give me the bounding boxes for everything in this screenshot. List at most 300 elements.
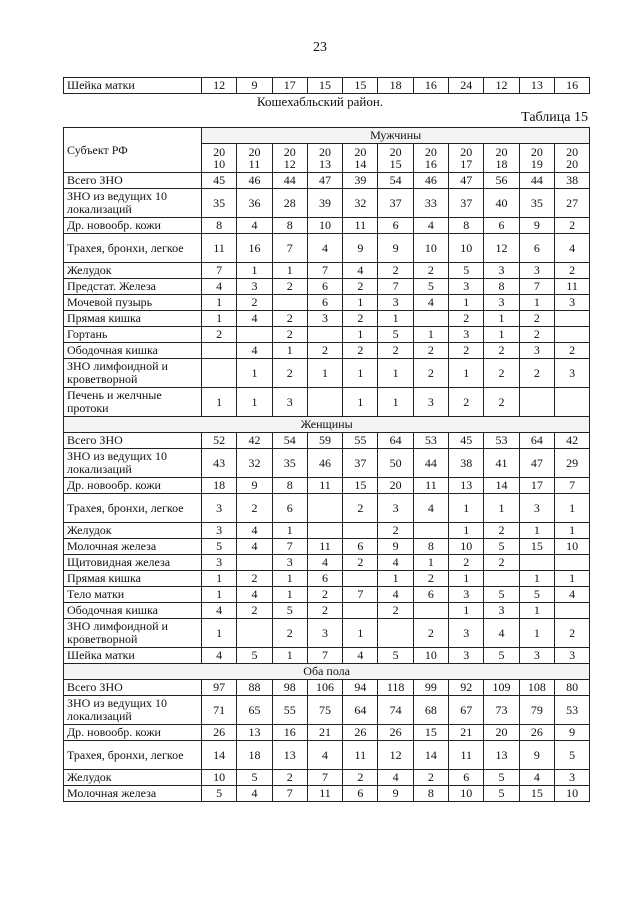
cell-value: 65 [237, 696, 272, 725]
cell-value: 1 [378, 571, 413, 587]
cell-value [343, 571, 378, 587]
cell-value: 2 [449, 555, 484, 571]
cell-value [237, 619, 272, 648]
cell-value: 14 [202, 741, 237, 770]
cell-value: 1 [554, 494, 589, 523]
cell-value: 10 [449, 234, 484, 263]
table-row [64, 173, 590, 189]
row-name: Трахея, бронхи, легкое [64, 494, 202, 523]
cell-value [519, 388, 554, 417]
cell-value: 3 [484, 603, 519, 619]
cell-value: 5 [237, 648, 272, 664]
cell-value: 38 [554, 173, 589, 189]
cell-value: 64 [519, 433, 554, 449]
year-header [237, 144, 272, 173]
cell-value: 4 [307, 234, 342, 263]
cell-value: 2 [519, 327, 554, 343]
cell-value: 21 [307, 725, 342, 741]
year-header [272, 144, 307, 173]
cell-value: 7 [272, 234, 307, 263]
row-name: Молочная железа [64, 786, 202, 802]
cell-value: 88 [237, 680, 272, 696]
cell-value: 1 [449, 571, 484, 587]
cell-value: 54 [378, 173, 413, 189]
year-bottom: 11 [248, 157, 261, 171]
cell-value: 11 [202, 234, 237, 263]
table-row [64, 478, 590, 494]
cell-value: 8 [484, 279, 519, 295]
cell-value: 47 [307, 173, 342, 189]
cell-value: 2 [343, 343, 378, 359]
row-name: Тело матки [64, 587, 202, 603]
cell-value: 10 [449, 539, 484, 555]
cell-value: 9 [378, 786, 413, 802]
cell-value: 1 [449, 494, 484, 523]
cell-value: 40 [484, 189, 519, 218]
cell-value: 8 [413, 786, 448, 802]
cell-value: 1 [272, 523, 307, 539]
cell-value: 3 [484, 263, 519, 279]
cell-value: 8 [449, 218, 484, 234]
cell-value: 2 [484, 343, 519, 359]
row-name: Желудок [64, 263, 202, 279]
cell-value: 9 [237, 78, 272, 94]
cell-value [272, 295, 307, 311]
cell-value: 4 [378, 587, 413, 603]
cell-value: 2 [449, 388, 484, 417]
cell-value: 5 [484, 587, 519, 603]
cell-value: 4 [202, 603, 237, 619]
table-row [64, 327, 590, 343]
cell-value: 46 [307, 449, 342, 478]
table-row [64, 263, 590, 279]
row-name: Всего ЗНО [64, 433, 202, 449]
cell-value: 3 [307, 311, 342, 327]
cell-value: 15 [519, 539, 554, 555]
cell-value: 27 [554, 189, 589, 218]
table-row [64, 311, 590, 327]
cell-value: 1 [554, 571, 589, 587]
cell-value: 44 [519, 173, 554, 189]
cell-value: 118 [378, 680, 413, 696]
cell-value: 10 [449, 786, 484, 802]
cell-value: 8 [202, 218, 237, 234]
cell-value: 26 [202, 725, 237, 741]
cell-value [554, 603, 589, 619]
cell-value: 15 [343, 78, 378, 94]
cell-value: 109 [484, 680, 519, 696]
cell-value: 1 [307, 359, 342, 388]
cell-value: 7 [343, 587, 378, 603]
cell-value: 2 [519, 359, 554, 388]
cell-value [413, 523, 448, 539]
cell-value: 9 [343, 234, 378, 263]
row-name: ЗНО лимфоидной и кроветворной [64, 619, 202, 648]
cell-value [413, 311, 448, 327]
cell-value: 39 [343, 173, 378, 189]
year-bottom: 17 [460, 157, 473, 171]
cell-value: 11 [413, 478, 448, 494]
row-name: Щитовидная железа [64, 555, 202, 571]
year-bottom: 16 [424, 157, 437, 171]
cell-value: 52 [202, 433, 237, 449]
cell-value: 4 [413, 218, 448, 234]
year-top: 20 [389, 145, 402, 159]
cell-value: 1 [519, 603, 554, 619]
cell-value: 4 [237, 539, 272, 555]
cell-value: 4 [378, 555, 413, 571]
row-name: Желудок [64, 523, 202, 539]
cell-value: 5 [237, 770, 272, 786]
cell-value: 15 [413, 725, 448, 741]
cell-value: 2 [272, 359, 307, 388]
cell-value: 1 [378, 359, 413, 388]
cell-value: 17 [519, 478, 554, 494]
cell-value: 1 [378, 311, 413, 327]
section-title: Оба пола [64, 664, 590, 680]
cell-value: 1 [449, 295, 484, 311]
cell-value: 10 [307, 218, 342, 234]
cell-value: 6 [378, 218, 413, 234]
cell-value: 18 [202, 478, 237, 494]
cell-value: 2 [378, 343, 413, 359]
year-header [202, 144, 237, 173]
table-row [64, 343, 590, 359]
cell-value: 9 [378, 234, 413, 263]
cell-value: 13 [272, 741, 307, 770]
cell-value: 7 [272, 539, 307, 555]
cell-value: 13 [237, 725, 272, 741]
year-header [554, 144, 589, 173]
cell-value: 6 [484, 218, 519, 234]
cell-value: 98 [272, 680, 307, 696]
table-row [64, 494, 590, 523]
cell-value: 2 [378, 603, 413, 619]
cell-value: 8 [272, 478, 307, 494]
cell-value: 2 [272, 311, 307, 327]
cell-value: 1 [202, 587, 237, 603]
cell-value: 10 [413, 648, 448, 664]
cell-value: 94 [343, 680, 378, 696]
cell-value: 97 [202, 680, 237, 696]
cell-value: 55 [272, 696, 307, 725]
table-row [64, 78, 590, 94]
year-bottom: 15 [389, 157, 402, 171]
cell-value: 32 [343, 189, 378, 218]
year-top: 20 [495, 145, 508, 159]
table-row [64, 218, 590, 234]
cell-value: 1 [484, 327, 519, 343]
cell-value: 2 [413, 263, 448, 279]
cell-value: 3 [378, 494, 413, 523]
cell-value: 7 [554, 478, 589, 494]
cell-value: 2 [413, 619, 448, 648]
cell-value: 75 [307, 696, 342, 725]
year-bottom: 13 [319, 157, 332, 171]
cell-value: 3 [202, 555, 237, 571]
cell-value: 20 [484, 725, 519, 741]
cell-value: 16 [554, 78, 589, 94]
table-row [64, 388, 590, 417]
continued-table-row [63, 77, 590, 94]
cell-value [202, 343, 237, 359]
cell-value: 47 [449, 173, 484, 189]
row-name: ЗНО из ведущих 10 локализаций [64, 449, 202, 478]
row-name: Печень и желчные протоки [64, 388, 202, 417]
cell-value: 6 [307, 295, 342, 311]
section-row [64, 417, 590, 433]
cell-value: 53 [554, 696, 589, 725]
section-row [64, 664, 590, 680]
cell-value: 2 [343, 494, 378, 523]
table-row [64, 539, 590, 555]
cell-value: 7 [378, 279, 413, 295]
table-row [64, 279, 590, 295]
cell-value [307, 327, 342, 343]
table-row [64, 680, 590, 696]
cell-value: 10 [554, 539, 589, 555]
cell-value [378, 619, 413, 648]
cell-value: 3 [449, 619, 484, 648]
cell-value: 13 [519, 78, 554, 94]
cell-value: 1 [237, 388, 272, 417]
row-name: Др. новообр. кожи [64, 218, 202, 234]
cell-value: 26 [519, 725, 554, 741]
cell-value: 64 [378, 433, 413, 449]
cell-value: 3 [449, 587, 484, 603]
cell-value: 16 [413, 78, 448, 94]
cell-value: 2 [272, 327, 307, 343]
cell-value: 3 [449, 279, 484, 295]
cell-value: 1 [272, 587, 307, 603]
table-row [64, 619, 590, 648]
cell-value [343, 603, 378, 619]
cell-value: 53 [484, 433, 519, 449]
cell-value: 2 [378, 263, 413, 279]
cell-value: 4 [237, 343, 272, 359]
cell-value [484, 571, 519, 587]
cell-value: 35 [202, 189, 237, 218]
cell-value: 5 [413, 279, 448, 295]
cell-value: 1 [202, 311, 237, 327]
cell-value: 3 [378, 295, 413, 311]
cell-value: 5 [484, 786, 519, 802]
cell-value: 2 [343, 770, 378, 786]
cell-value: 2 [237, 295, 272, 311]
table-row [64, 603, 590, 619]
cell-value [554, 388, 589, 417]
cell-value: 1 [449, 523, 484, 539]
table-row [64, 786, 590, 802]
cell-value: 7 [202, 263, 237, 279]
cell-value: 1 [202, 388, 237, 417]
cell-value: 1 [272, 343, 307, 359]
table-row [64, 571, 590, 587]
subject-header: Субъект РФ [64, 128, 202, 173]
cell-value: 12 [202, 78, 237, 94]
cell-value: 12 [484, 234, 519, 263]
year-bottom: 18 [495, 157, 508, 171]
cell-value: 2 [554, 343, 589, 359]
row-name: Прямая кишка [64, 571, 202, 587]
cell-value: 11 [554, 279, 589, 295]
table-row [64, 741, 590, 770]
cell-value: 1 [519, 523, 554, 539]
cell-value: 2 [343, 279, 378, 295]
cell-value: 28 [272, 189, 307, 218]
cell-value: 11 [307, 539, 342, 555]
cell-value: 1 [378, 388, 413, 417]
cell-value: 5 [484, 539, 519, 555]
row-name: Ободочная кишка [64, 343, 202, 359]
cell-value: 3 [202, 523, 237, 539]
cell-value: 1 [272, 263, 307, 279]
cell-value: 3 [484, 295, 519, 311]
cell-value: 10 [554, 786, 589, 802]
row-name: Всего ЗНО [64, 173, 202, 189]
cell-value: 5 [202, 539, 237, 555]
cell-value: 41 [484, 449, 519, 478]
cell-value: 46 [237, 173, 272, 189]
cell-value: 15 [519, 786, 554, 802]
cell-value: 1 [449, 359, 484, 388]
cell-value: 1 [272, 571, 307, 587]
cell-value: 4 [554, 234, 589, 263]
cell-value [237, 327, 272, 343]
cell-value: 50 [378, 449, 413, 478]
cell-value: 8 [272, 218, 307, 234]
table-row [64, 189, 590, 218]
cell-value [307, 523, 342, 539]
cell-value: 3 [519, 263, 554, 279]
cell-value: 74 [378, 696, 413, 725]
cell-value: 2 [413, 359, 448, 388]
cell-value: 68 [413, 696, 448, 725]
cell-value: 4 [237, 218, 272, 234]
cell-value: 59 [307, 433, 342, 449]
cell-value: 3 [519, 343, 554, 359]
cell-value [343, 523, 378, 539]
cell-value: 37 [343, 449, 378, 478]
cell-value: 2 [554, 619, 589, 648]
cell-value: 14 [484, 478, 519, 494]
year-top: 20 [319, 145, 332, 159]
year-top: 20 [248, 145, 261, 159]
cell-value: 6 [307, 571, 342, 587]
cell-value: 5 [519, 587, 554, 603]
cell-value: 11 [307, 786, 342, 802]
year-top: 20 [424, 145, 437, 159]
cell-value: 42 [554, 433, 589, 449]
cell-value: 6 [343, 539, 378, 555]
cell-value: 6 [307, 279, 342, 295]
cell-value: 2 [378, 523, 413, 539]
cell-value: 4 [307, 555, 342, 571]
cell-value: 43 [202, 449, 237, 478]
cell-value: 45 [202, 173, 237, 189]
cell-value: 2 [484, 523, 519, 539]
cell-value: 2 [413, 571, 448, 587]
cell-value: 4 [343, 648, 378, 664]
cell-value: 2 [237, 494, 272, 523]
row-name: Предстат. Железа [64, 279, 202, 295]
cell-value: 13 [449, 478, 484, 494]
cell-value: 15 [343, 478, 378, 494]
cell-value: 1 [237, 263, 272, 279]
cell-value: 6 [519, 234, 554, 263]
cell-value: 9 [519, 218, 554, 234]
cell-value: 2 [307, 603, 342, 619]
cell-value: 44 [413, 449, 448, 478]
row-name: Др. новообр. кожи [64, 478, 202, 494]
cell-value: 5 [484, 648, 519, 664]
cell-value [554, 555, 589, 571]
cell-value: 7 [307, 770, 342, 786]
cell-value: 29 [554, 449, 589, 478]
cell-value: 2 [272, 770, 307, 786]
cell-value: 3 [554, 648, 589, 664]
cell-value: 4 [519, 770, 554, 786]
page-number: 23 [313, 40, 327, 55]
cell-value: 92 [449, 680, 484, 696]
table-label: Таблица 15 [521, 110, 588, 125]
year-top: 20 [530, 145, 543, 159]
cell-value [519, 555, 554, 571]
year-bottom: 12 [283, 157, 296, 171]
table-row [64, 696, 590, 725]
cell-value: 36 [237, 189, 272, 218]
cell-value: 9 [554, 725, 589, 741]
cell-value: 2 [449, 343, 484, 359]
cell-value: 2 [449, 311, 484, 327]
cell-value: 4 [202, 648, 237, 664]
cell-value: 4 [413, 494, 448, 523]
year-top: 20 [213, 145, 226, 159]
row-name: Шейка матки [64, 78, 202, 94]
cell-value: 7 [272, 786, 307, 802]
cell-value: 6 [343, 786, 378, 802]
cell-value: 54 [272, 433, 307, 449]
cell-value: 1 [343, 619, 378, 648]
cell-value: 7 [519, 279, 554, 295]
cell-value: 1 [519, 295, 554, 311]
cell-value: 4 [554, 587, 589, 603]
cell-value: 32 [237, 449, 272, 478]
cell-value: 20 [378, 478, 413, 494]
year-header [519, 144, 554, 173]
cell-value: 2 [237, 603, 272, 619]
cell-value [307, 388, 342, 417]
cell-value: 3 [272, 555, 307, 571]
cell-value: 67 [449, 696, 484, 725]
cell-value: 1 [272, 648, 307, 664]
cell-value: 9 [378, 539, 413, 555]
cell-value: 3 [554, 359, 589, 388]
year-top: 20 [460, 145, 473, 159]
cell-value: 14 [413, 741, 448, 770]
table-row [64, 555, 590, 571]
cell-value: 24 [449, 78, 484, 94]
cell-value: 4 [484, 619, 519, 648]
cell-value: 2 [484, 388, 519, 417]
cell-value: 3 [554, 295, 589, 311]
cell-value: 1 [484, 311, 519, 327]
cell-value: 73 [484, 696, 519, 725]
row-name: Гортань [64, 327, 202, 343]
year-header [343, 144, 378, 173]
cell-value: 5 [378, 327, 413, 343]
cell-value: 2 [343, 311, 378, 327]
